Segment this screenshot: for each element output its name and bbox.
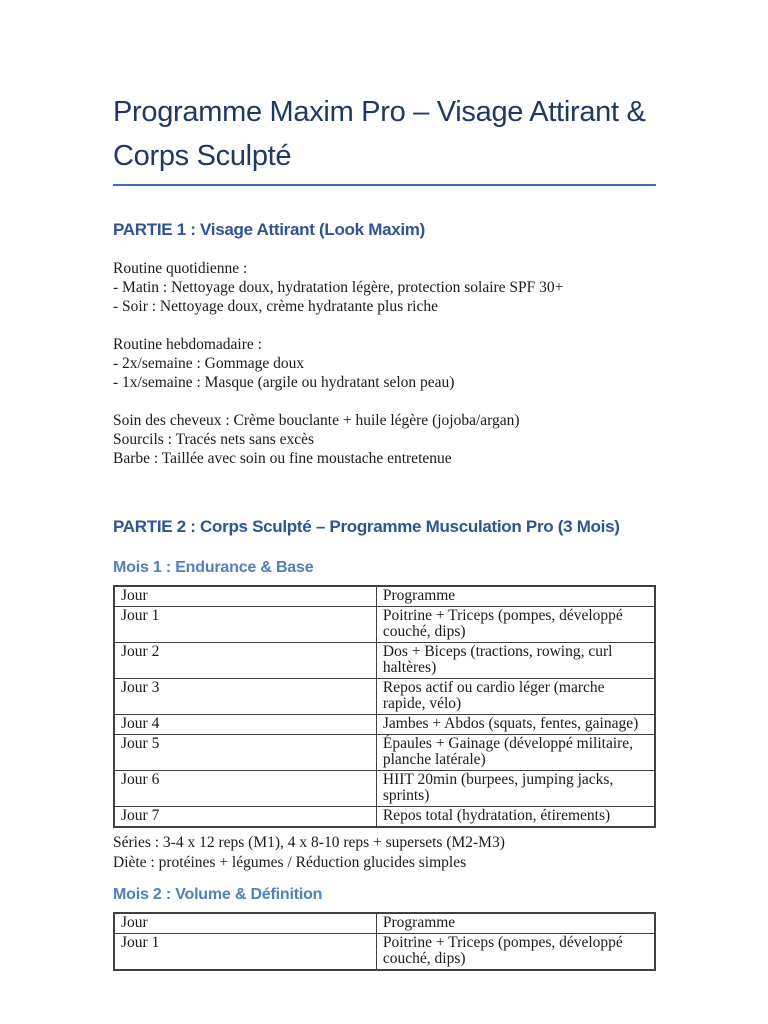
table-row — [114, 607, 655, 643]
table-cell: Épaules + Gainage (développé militaire, planche latérale) — [376, 735, 655, 771]
text-line: Routine quotidienne : — [113, 260, 248, 277]
table-row — [114, 715, 655, 735]
title-underline-rule — [113, 184, 656, 186]
table-row — [114, 807, 655, 828]
table-row — [114, 934, 655, 971]
text-line: Diète : protéines + légumes / Réduction glucides simples — [113, 854, 467, 871]
heading-mois-2: Mois 2 : Volume & Définition — [113, 886, 323, 903]
table-header-row — [114, 586, 655, 607]
table-cell: Jour 6 — [114, 771, 376, 807]
table-cell: Poitrine + Triceps (pompes, développé couché, dips) — [376, 934, 655, 971]
text-line: - Soir : Nettoyage doux, crème hydratante plus riche — [113, 298, 438, 315]
paragraph-soins-divers — [113, 411, 656, 468]
table-row — [114, 735, 655, 771]
table-cell: Jour 2 — [114, 643, 376, 679]
table-row — [114, 643, 655, 679]
paragraph-routine-quotidienne — [113, 259, 656, 316]
table-mois-2 — [113, 912, 656, 971]
table-cell: Jour 1 — [114, 934, 376, 971]
table-cell: Jour 7 — [114, 807, 376, 828]
table-header-cell: Programme — [376, 913, 655, 934]
table-cell: Repos total (hydratation, étirements) — [376, 807, 655, 828]
table-cell: HIIT 20min (burpees, jumping jacks, sprints) — [376, 771, 655, 807]
heading-mois-1: Mois 1 : Endurance & Base — [113, 559, 314, 576]
text-line: - 2x/semaine : Gommage doux — [113, 355, 305, 372]
text-line: Barbe : Taillée avec soin ou fine moustache entretenue — [113, 450, 452, 467]
document-title: Programme Maxim Pro – Visage Attirant & Corps Sculpté — [113, 96, 646, 172]
table-row — [114, 771, 655, 807]
heading-partie-1: PARTIE 1 : Visage Attirant (Look Maxim) — [113, 220, 425, 239]
table-header-cell: Programme — [376, 586, 655, 607]
paragraph-routine-hebdomadaire — [113, 335, 656, 392]
table-cell: Poitrine + Triceps (pompes, développé couché, dips) — [376, 607, 655, 643]
table-cell: Jambes + Abdos (squats, fentes, gainage) — [376, 715, 655, 735]
table-cell: Jour 3 — [114, 679, 376, 715]
notes-mois-1 — [113, 833, 656, 873]
heading-partie-2: PARTIE 2 : Corps Sculpté – Programme Musculation Pro (3 Mois) — [113, 517, 620, 536]
table-cell: Jour 4 — [114, 715, 376, 735]
text-line: Soin des cheveux : Crème bouclante + huile légère (jojoba/argan) — [113, 412, 520, 429]
text-line: Séries : 3-4 x 12 reps (M1), 4 x 8-10 reps + supersets (M2-M3) — [113, 834, 505, 851]
table-header-row — [114, 913, 655, 934]
text-line: Sourcils : Tracés nets sans excès — [113, 431, 315, 448]
table-header-cell: Jour — [114, 586, 376, 607]
table-header-cell: Jour — [114, 913, 376, 934]
table-mois-1 — [113, 585, 656, 828]
table-cell: Jour 5 — [114, 735, 376, 771]
text-line: - 1x/semaine : Masque (argile ou hydratant selon peau) — [113, 374, 455, 391]
table-cell: Dos + Biceps (tractions, rowing, curl haltères) — [376, 643, 655, 679]
table-cell: Jour 1 — [114, 607, 376, 643]
table-row — [114, 679, 655, 715]
table-cell: Repos actif ou cardio léger (marche rapide, vélo) — [376, 679, 655, 715]
text-line: - Matin : Nettoyage doux, hydratation légère, protection solaire SPF 30+ — [113, 279, 564, 296]
text-line: Routine hebdomadaire : — [113, 336, 262, 353]
